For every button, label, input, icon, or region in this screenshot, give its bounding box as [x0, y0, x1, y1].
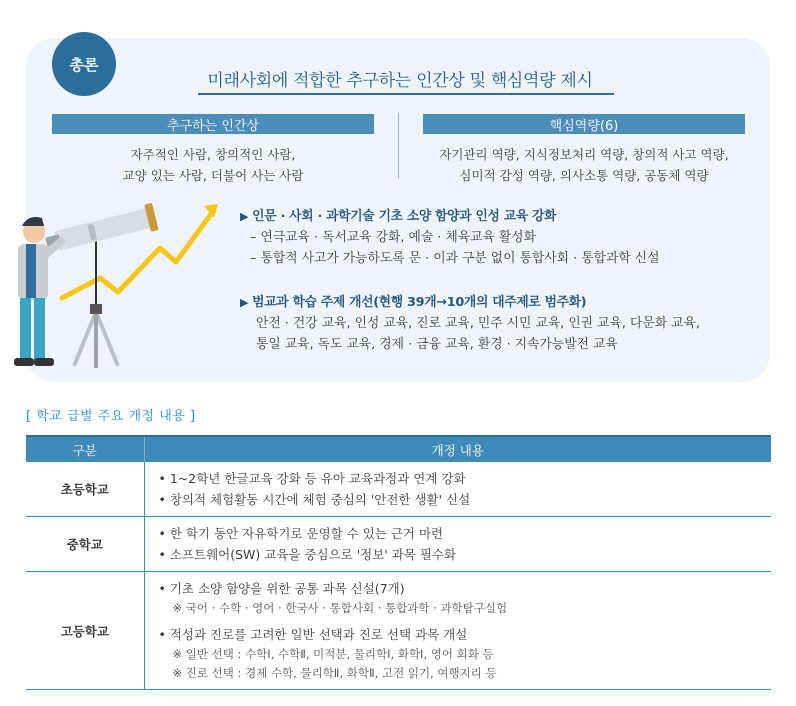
list-item: • 소프트웨어(SW) 교육을 중심으로 '정보' 과목 필수화 [158, 547, 457, 562]
competency-line: 심미적 감성 역량, 의사소통 역량, 공동체 역량 [459, 168, 709, 183]
row-content [144, 517, 771, 572]
human-image-line: 교양 있는 사람, 더불어 사는 사람 [122, 168, 304, 183]
list-item: • 기초 소양 함양을 위한 공통 과목 신설(7개) [158, 581, 405, 596]
list-item: • 1~2학년 한글교육 강화 등 유아 교육과정과 연계 강화 [158, 471, 466, 486]
key-point-text: 범교과 학습 주제 개선(현행 39개→10개의 대주제로 범주화) [252, 295, 587, 310]
competency-line: 자기관리 역량, 지식정보처리 역량, 창의적 사고 역량, [439, 147, 729, 162]
row-label: 고등학교 [26, 572, 144, 690]
column-divider [398, 113, 399, 179]
section-badge: 총론 [52, 32, 116, 96]
triangle-bullet-icon: ▶ [240, 296, 249, 309]
row-content [144, 572, 771, 690]
list-note: ※ 진로 선택 : 경제 수학, 물리학Ⅱ, 화학Ⅱ, 고전 읽기, 여행지리 등 [172, 666, 497, 680]
key-point-line: 통일 교육, 독도 교육, 경제 · 금융 교육, 환경 · 지속가능발전 교육 [256, 337, 618, 352]
telescope-illustration [0, 196, 240, 382]
table-row [26, 462, 771, 517]
row-label: 중학교 [26, 517, 144, 572]
list-note: ※ 국어 · 수학 · 영어 · 한국사 · 통합사회 · 통합과학 · 과학탐구실험 [172, 601, 508, 615]
row-content [144, 462, 771, 517]
competency-header: 핵심역량(6) [423, 114, 745, 134]
key-point-sub: – 통합적 사고가 가능하도록 문 · 이과 구분 없이 통합사회 · 통합과학 신설 [250, 251, 660, 266]
key-point-text: 인문 · 사회 · 과학기술 기초 소양 함양과 인성 교육 강화 [252, 209, 557, 224]
intro-title: 미래사회에 적합한 추구하는 인간상 및 핵심역량 제시 [207, 71, 593, 91]
row-label: 초등학교 [26, 462, 144, 517]
table-row [26, 517, 771, 572]
human-image-header: 추구하는 인간상 [52, 114, 374, 134]
human-image-line: 자주적인 사람, 창의적인 사람, [130, 147, 296, 162]
list-item: • 창의적 체험활동 시간에 체험 중심의 '안전한 생활' 신설 [158, 492, 471, 507]
key-point-line: 안전 · 건강 교육, 인성 교육, 진로 교육, 민주 시민 교육, 인권 교육, 다문화 교육, [256, 316, 700, 331]
list-item: • 적성과 진로를 고려한 일반 선택과 진로 선택 과목 개설 [158, 627, 468, 642]
list-item: • 한 학기 동안 자유학기로 운영할 수 있는 근거 마련 [158, 526, 444, 541]
section-title: [ 학교 급별 주요 개정 내용 ] [26, 409, 196, 424]
tripod-icon [74, 236, 118, 368]
human-image-text [52, 144, 374, 186]
key-point-sub: – 연극교육 · 독서교육 강화, 예술 · 체육교육 활성화 [250, 230, 537, 245]
telescope-icon [43, 203, 158, 257]
key-point-heading [240, 292, 700, 313]
competency-text [403, 144, 765, 186]
column-header-category: 구분 [26, 436, 144, 462]
title-underline [198, 93, 614, 95]
revision-table [26, 435, 771, 690]
table-row [26, 572, 771, 690]
triangle-bullet-icon: ▶ [240, 210, 249, 223]
key-point-1 [240, 206, 659, 269]
key-point-heading [240, 206, 659, 227]
key-point-2 [240, 292, 700, 355]
person-icon [14, 217, 66, 366]
column-header-content: 개정 내용 [144, 436, 771, 462]
list-note: ※ 일반 선택 : 수학Ⅰ, 수학Ⅱ, 미적분, 물리학Ⅰ, 화학Ⅰ, 영어 회화 등 [172, 647, 494, 661]
table-header-row [26, 436, 771, 462]
